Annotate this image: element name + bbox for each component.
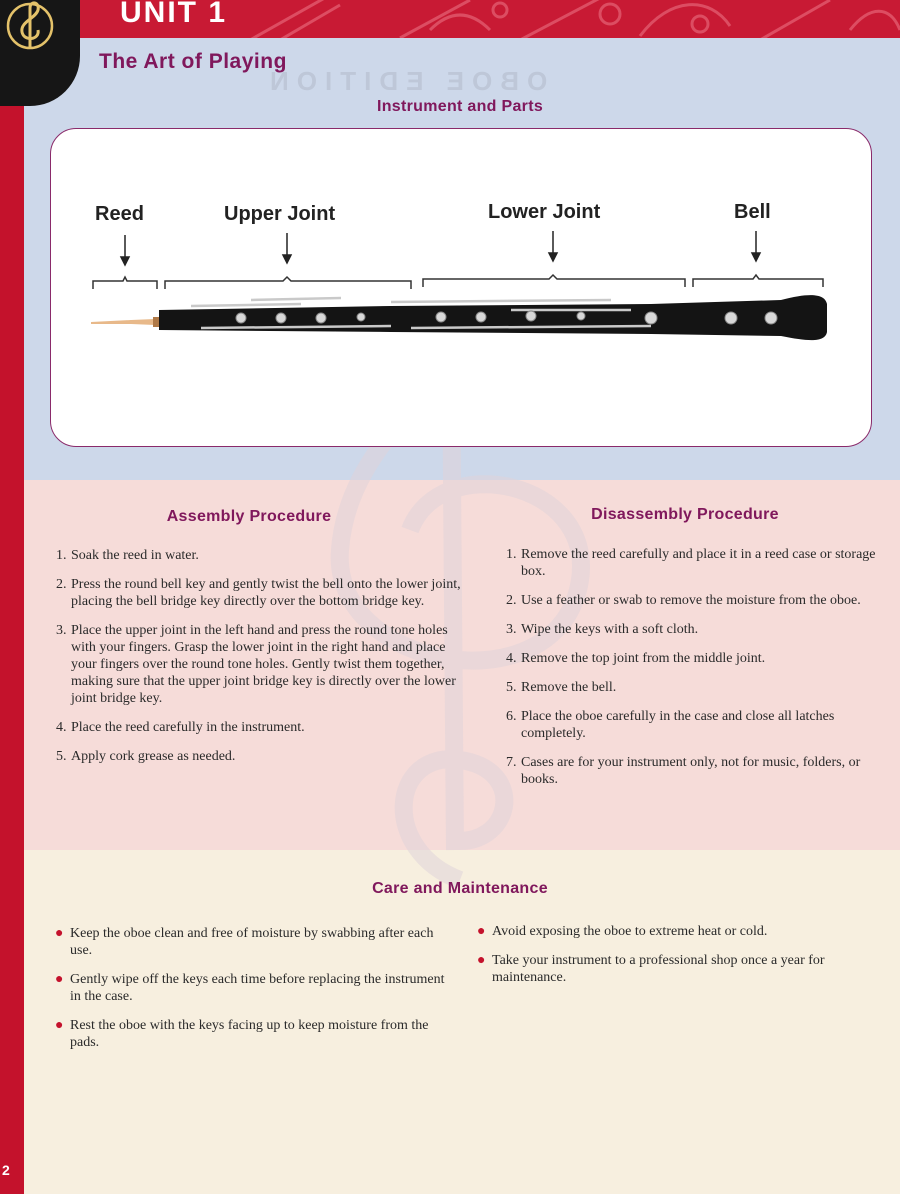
list-item: 4. Place the reed carefully in the instrument.	[70, 719, 468, 736]
part-label-bell: Bell	[734, 201, 771, 223]
oboe-illustration	[91, 284, 851, 354]
list-item: ● Rest the oboe with the keys facing up to keep moisture from the pads.	[55, 1018, 429, 1050]
care-list-right	[477, 923, 857, 998]
assembly-steps	[52, 547, 468, 777]
left-spine	[0, 38, 24, 1194]
bullet-icon: ●	[477, 924, 486, 939]
page-number: 2	[2, 1162, 10, 1178]
bullet-icon: ●	[55, 926, 64, 941]
section-title: The Art of Playing	[99, 50, 287, 73]
treble-clef-logo-icon	[0, 0, 80, 56]
bullet-icon: ●	[55, 972, 64, 987]
disassembly-steps	[502, 546, 886, 800]
list-item: 3. Wipe the keys with a soft cloth.	[520, 621, 886, 638]
part-label-upper-joint: Upper Joint	[224, 203, 336, 225]
list-item: ● Gently wipe off the keys each time before replacing the instrument in the case.	[55, 972, 445, 1004]
list-item: ● Keep the oboe clean and free of moisture by swabbing after each use.	[55, 926, 434, 958]
list-item: 1. Remove the reed carefully and place it in a reed case or storage box.	[520, 546, 886, 580]
list-item: 2. Press the round bell key and gently twist the bell onto the lower joint, placing the bell bridge key directly over the bottom bridge key.	[70, 576, 468, 610]
list-item: 7. Cases are for your instrument only, not for music, folders, or books.	[520, 754, 886, 788]
care-heading: Care and Maintenance	[372, 880, 548, 897]
assembly-heading: Assembly Procedure	[166, 508, 332, 525]
instrument-heading: Instrument and Parts	[376, 98, 544, 115]
list-item: 4. Remove the top joint from the middle joint.	[520, 650, 886, 667]
edition-watermark: OBOE EDITION	[262, 66, 548, 96]
list-item: 2. Use a feather or swab to remove the moisture from the oboe.	[520, 592, 886, 609]
list-item: ● Take your instrument to a professional shop once a year for maintenance.	[477, 953, 825, 985]
list-item: 6. Place the oboe carefully in the case and close all latches completely.	[520, 708, 886, 742]
list-item: ● Avoid exposing the oboe to extreme heat or cold.	[477, 924, 768, 939]
care-list-left	[55, 925, 451, 1063]
part-label-lower-joint: Lower Joint	[488, 201, 601, 223]
part-label-reed: Reed	[95, 203, 144, 225]
disassembly-heading: Disassembly Procedure	[591, 506, 779, 523]
list-item: 1. Soak the reed in water.	[70, 547, 468, 564]
list-item: 5. Remove the bell.	[520, 679, 886, 696]
unit-label: UNIT 1	[120, 0, 228, 29]
list-item: 5. Apply cork grease as needed.	[70, 748, 468, 765]
bullet-icon: ●	[55, 1018, 64, 1033]
bullet-icon: ●	[477, 953, 486, 968]
instrument-diagram-panel	[50, 128, 872, 447]
list-item: 3. Place the upper joint in the left hand and press the round tone holes with your fingers. Grasp the lower joint in the right hand and place your fingers over the round tone holes. Gently twist them together, making sure that the upper joint bridge key is directly over the lower joint bridge key.	[70, 622, 468, 707]
header-bar	[0, 0, 900, 38]
